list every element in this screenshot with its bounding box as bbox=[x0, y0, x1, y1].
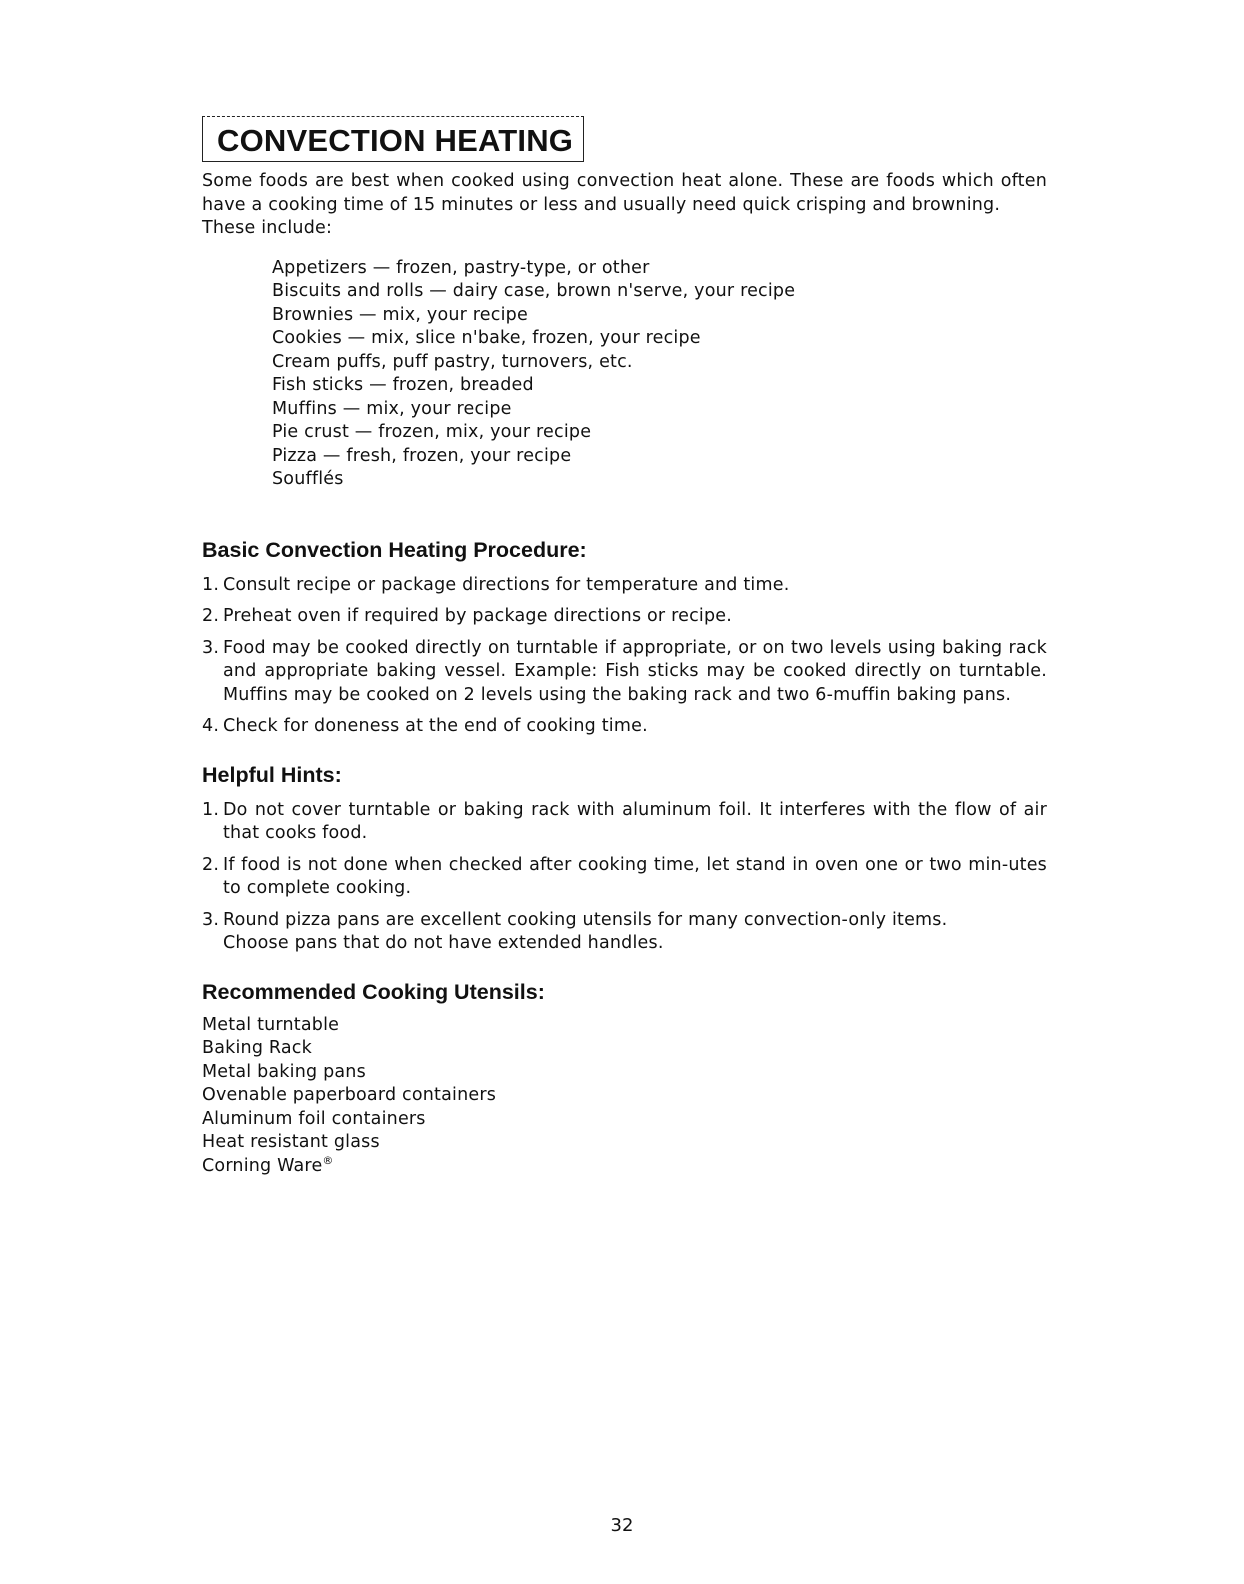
utensil-item bbox=[202, 1155, 1047, 1179]
title-box bbox=[202, 116, 584, 162]
utensils-heading: Recommended Cooking Utensils: bbox=[202, 979, 545, 1004]
hint-text: Round pizza pans are excellent cooking utensils for many convection-only items. bbox=[223, 909, 948, 930]
registered-mark: ® bbox=[322, 1153, 334, 1167]
utensil-item: Baking Rack bbox=[202, 1038, 312, 1058]
page-number: 32 bbox=[610, 1515, 634, 1536]
step-number: 3. bbox=[202, 637, 220, 658]
utensil-item-text: Corning Ware bbox=[202, 1155, 323, 1176]
food-item: Pie crust — frozen, mix, your recipe bbox=[272, 422, 592, 442]
step-number: 2. bbox=[202, 606, 220, 626]
these-include-label: These include: bbox=[202, 218, 333, 238]
hint-item bbox=[202, 909, 1047, 956]
step-text: Food may be cooked directly on turntable if appropriate, or on two levels using baking rack and appropriate baking vessel. Example: Fish sticks may be cooked directly on turntable. Muffins may be cooked on 2 levels using the baking rack and two 6-muffin baking pans. bbox=[223, 637, 1047, 705]
manual-page bbox=[202, 116, 1047, 1178]
food-item: Pizza — fresh, frozen, your recipe bbox=[272, 445, 572, 466]
food-item: Soufflés bbox=[272, 469, 344, 489]
utensil-item: Metal turntable bbox=[202, 1014, 340, 1035]
step-text: Preheat oven if required by package directions or recipe. bbox=[223, 606, 732, 626]
utensil-item: Metal baking pans bbox=[202, 1061, 366, 1082]
procedure-steps bbox=[202, 574, 1047, 739]
hint-number: 3. bbox=[202, 909, 220, 930]
utensil-item: Heat resistant glass bbox=[202, 1132, 380, 1152]
hint-item bbox=[202, 854, 1047, 901]
food-item: Cream puffs, puff pastry, turnovers, etc. bbox=[272, 351, 633, 372]
hint-text: If food is not done when checked after cooking time, let stand in oven one or two min-utes to complete cooking. bbox=[223, 854, 1047, 898]
step-number: 1. bbox=[202, 574, 220, 595]
procedure-heading: Basic Convection Heating Procedure: bbox=[202, 537, 587, 562]
page-title: CONVECTION HEATING bbox=[217, 123, 574, 158]
utensil-item: Aluminum foil containers bbox=[202, 1108, 426, 1129]
hints-heading: Helpful Hints: bbox=[202, 762, 342, 787]
hint-number: 2. bbox=[202, 854, 220, 875]
procedure-step bbox=[202, 574, 1047, 598]
utensil-item: Ovenable paperboard containers bbox=[202, 1085, 497, 1105]
hint-number: 1. bbox=[202, 799, 220, 820]
food-item: Biscuits and rolls — dairy case, brown n'serve, your recipe bbox=[272, 281, 796, 301]
hints-list bbox=[202, 799, 1047, 956]
food-item: Fish sticks — frozen, breaded bbox=[272, 375, 534, 395]
food-list bbox=[272, 257, 1047, 492]
procedure-step bbox=[202, 605, 1047, 629]
hint-item bbox=[202, 799, 1047, 846]
procedure-step bbox=[202, 637, 1047, 708]
food-item: Muffins — mix, your recipe bbox=[272, 398, 512, 419]
step-text: Consult recipe or package directions for temperature and time. bbox=[223, 574, 790, 595]
food-item: Appetizers — frozen, pastry-type, or other bbox=[272, 257, 650, 278]
step-number: 4. bbox=[202, 716, 220, 736]
utensil-list bbox=[202, 1014, 1047, 1179]
hint-text-continued: Choose pans that do not have extended handles. bbox=[223, 933, 664, 953]
step-text: Check for doneness at the end of cooking time. bbox=[223, 716, 648, 736]
food-item: Brownies — mix, your recipe bbox=[272, 304, 528, 325]
food-item: Cookies — mix, slice n'bake, frozen, your recipe bbox=[272, 328, 701, 348]
hint-text: Do not cover turntable or baking rack with aluminum foil. It interferes with the flow of air that cooks food. bbox=[223, 799, 1047, 843]
procedure-step bbox=[202, 715, 1047, 739]
intro-paragraph: Some foods are best when cooked using convection heat alone. These are foods which often have a cooking time of 15 minutes or less and usually need quick crisping and browning. bbox=[202, 171, 1047, 215]
